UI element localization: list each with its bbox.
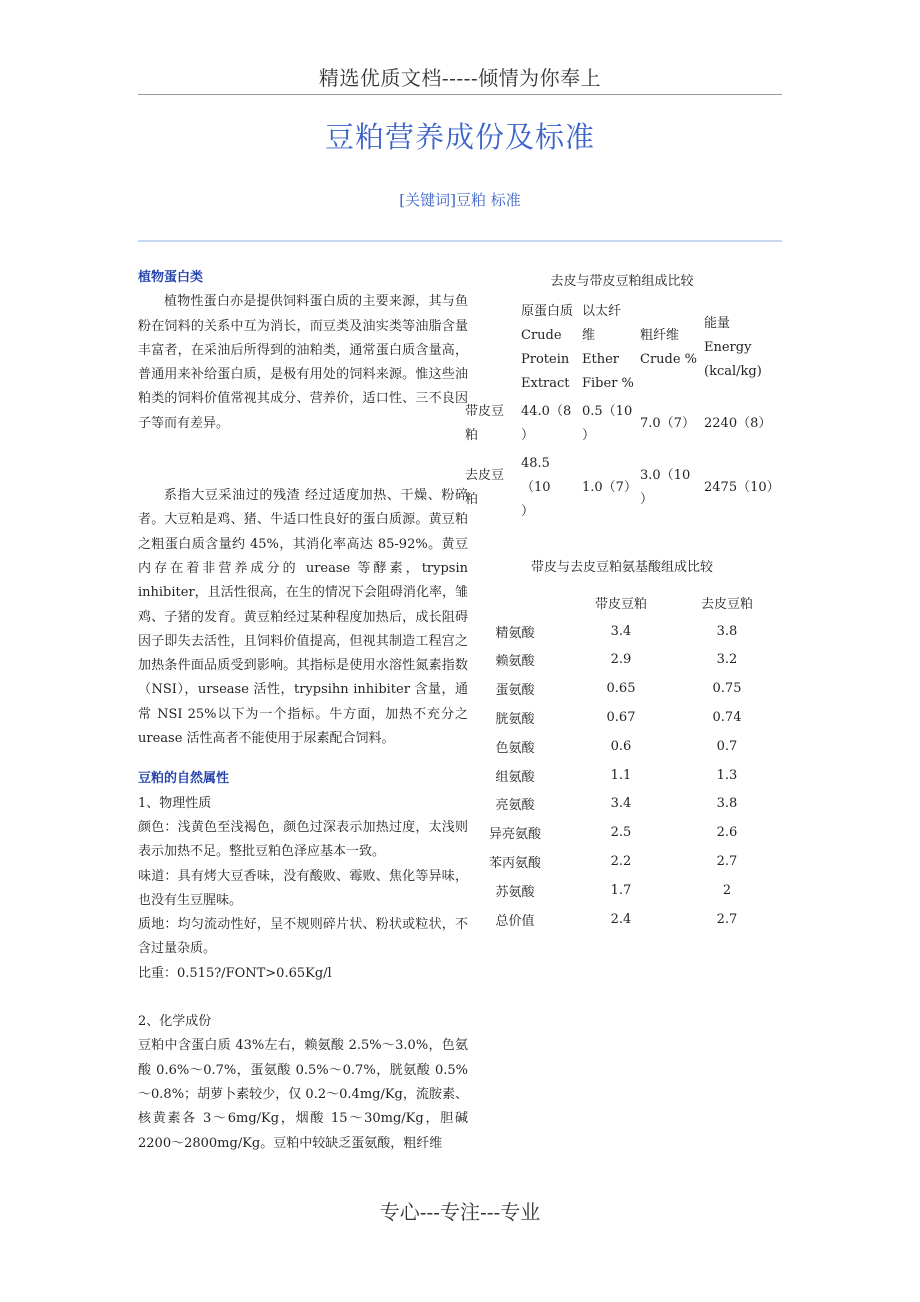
table-cell: 48.5（10 ） — [521, 456, 551, 519]
paragraph-density: 比重：0.515?/FONT>0.65Kg/l — [138, 965, 332, 981]
table-header-row — [462, 298, 777, 398]
table-header-row — [462, 588, 780, 617]
table-cell: 7.0（7） — [640, 416, 695, 431]
table-header-cell: 能量 Energy (kcal/kg) — [704, 316, 762, 379]
title-divider — [138, 240, 782, 242]
table-row — [462, 398, 777, 450]
table-row — [462, 818, 780, 847]
table-header-cell: 带皮豆粕 — [594, 596, 647, 612]
table-cell: 2.7 — [716, 911, 738, 927]
table-cell: 2 — [722, 882, 732, 898]
table-cell: 2.5 — [610, 825, 632, 841]
table-cell: 1.7 — [610, 882, 632, 898]
table-cell: 0.67 — [606, 710, 636, 726]
paragraph-soybean-meal: 系指大豆采油过的残渣 经过适度加热、干燥、粉碎者。大豆粕是鸡、猪、牛适口性良好的蛋白质源。黄豆粕之粗蛋白质含量约 45%，其消化率高达 85-92%。黄豆内存在着非营养成分的 urease 等酵素，trypsin inhibiter，且活性很高，在生的情况下会阻碍消化率，雏鸡、子猪的发育。黄豆粕经过某种程度加热后，成长阻碍因子即失去活性，且饲料价值提高，但视其制造工程宫之加热条件面品质受到影响。其指标是使用水溶性氮素指数（NSI），ursease 活性，trypsihn inhibiter 含量，通常 NSI 25%以下为一个指标。牛方面，加热不充分之 urease 活性高者不能使用于尿素配合饲料。 — [138, 488, 468, 747]
table-cell: 2.4 — [610, 911, 632, 927]
table-row — [462, 790, 780, 819]
table-row — [462, 876, 780, 905]
subheading-chemical: 2、化学成份 — [138, 1014, 212, 1030]
table-header-cell: 原蛋白质 Crude Protein Extract — [521, 304, 574, 391]
table-cell: 异亮氨酸 — [488, 827, 541, 843]
paragraph-texture: 质地：均匀流动性好，呈不规则碎片状、粉状或粒状，不含过量杂质。 — [138, 917, 468, 957]
table-cell: 去皮豆 粕 — [465, 468, 505, 507]
table-row — [462, 450, 777, 526]
paragraph-chemical: 豆粕中含蛋白质 43%左右，赖氨酸 2.5%～3.0%，色氨酸 0.6%～0.7%，蛋氨酸 0.5%～0.7%，胱氨酸 0.5%～0.8%；胡萝卜素较少，仅 0.2～0.4mg/Kg，流胺素、核黄素各 3～6mg/Kg，烟酸 15～30mg/Kg，胆碱 2200～2800mg/Kg。豆粕中较缺乏蛋氨酸，粗纤维 — [138, 1038, 468, 1151]
table-cell: 0.5（10 ） — [582, 404, 633, 443]
table-row — [462, 703, 780, 732]
table-cell: 44.0（8 ） — [521, 404, 572, 443]
paragraph-plant-protein: 植物性蛋白亦是提供饲料蛋白质的主要来源，其与鱼粉在饲料的关系中互为消长，而豆类及油实类等油脂含量丰富者，在采油后所得到的油粕类，通常蛋白质含量高，普通用来补给蛋白质，是极有用处的饲料来源。惟这些油粕类的饲料价值常视其成分、营养价，适口性、三不良因子等而有差异。 — [138, 294, 468, 431]
table-cell: 0.7 — [716, 738, 738, 754]
document-title: 豆粕营养成份及标准 — [324, 120, 595, 154]
table-cell: 3.0（10 ） — [640, 468, 691, 507]
table-cell: 带皮豆 粕 — [465, 404, 505, 443]
table1-caption: 去皮与带皮豆粕组成比较 — [550, 274, 694, 289]
table-row — [462, 905, 780, 934]
table-cell: 2.9 — [610, 652, 632, 668]
keywords-line: [关键词]豆粕 标准 — [399, 191, 521, 209]
table-cell: 3.8 — [716, 796, 738, 812]
table-cell: 苏氨酸 — [495, 884, 535, 900]
paragraph-taste: 味道：具有烤大豆香味，没有酸败、霉败、焦化等异味，也没有生豆腥味。 — [138, 868, 468, 908]
table-header-cell — [462, 298, 518, 398]
page-footer: 专心---专注---专业 — [379, 1200, 541, 1224]
table-cell: 赖氨酸 — [495, 654, 535, 670]
table-row — [462, 847, 780, 876]
table-cell: 1.3 — [716, 767, 738, 783]
table-cell: 苯丙氨酸 — [488, 856, 541, 872]
table-cell: 0.65 — [606, 681, 636, 697]
table-cell: 色氨酸 — [495, 740, 535, 756]
table-cell: 总价值 — [495, 913, 535, 929]
page-header: 精选优质文档-----倾情为你奉上 — [318, 66, 602, 90]
table-cell: 2.7 — [716, 854, 738, 870]
table-cell: 0.74 — [712, 710, 742, 726]
table-cell: 3.2 — [716, 652, 738, 668]
header-divider — [138, 94, 782, 95]
body-text-column — [138, 266, 468, 1156]
table-cell: 2240（8） — [704, 416, 772, 431]
table-cell: 2.2 — [610, 854, 632, 870]
table-row — [462, 617, 780, 646]
amino-acid-table — [462, 588, 780, 934]
table-cell: 精氨酸 — [495, 625, 535, 641]
table-cell: 2475（10） — [704, 480, 780, 495]
tables-column — [462, 270, 782, 934]
paragraph-color: 颜色：浅黄色至浅褐色，颜色过深表示加热过度，太浅则表示加热不足。整批豆粕色泽应基本一致。 — [138, 819, 468, 860]
table-cell: 亮氨酸 — [495, 798, 535, 814]
table-cell: 3.4 — [610, 623, 632, 639]
table-cell: 2.6 — [716, 825, 738, 841]
composition-table — [462, 298, 780, 526]
table-header-cell: 粗纤维 Crude % — [640, 328, 698, 367]
table-header-cell — [462, 588, 568, 617]
table-row — [462, 732, 780, 761]
table-header-cell: 去皮豆粕 — [700, 596, 753, 612]
subheading-physical: 1、物理性质 — [138, 795, 212, 811]
table-cell: 1.0（7） — [582, 480, 637, 495]
section-title-plant-protein: 植物蛋白类 — [138, 270, 204, 285]
table-cell: 组氨酸 — [495, 769, 535, 785]
table-cell: 蛋氨酸 — [495, 683, 535, 699]
section-title-natural-properties: 豆粕的自然属性 — [138, 771, 230, 787]
table-cell: 1.1 — [610, 767, 632, 783]
table-cell: 3.8 — [716, 623, 738, 639]
table-row — [462, 646, 780, 675]
table2-caption: 带皮与去皮豆粕氨基酸组成比较 — [530, 560, 713, 575]
table-cell: 3.4 — [610, 796, 632, 812]
table-header-cell: 以太纤 维 Ether Fiber % — [582, 304, 634, 391]
table-row — [462, 761, 780, 790]
table-cell: 0.75 — [712, 681, 742, 697]
table-row — [462, 674, 780, 703]
table-cell: 胱氨酸 — [495, 712, 535, 728]
table-cell: 0.6 — [610, 738, 632, 754]
